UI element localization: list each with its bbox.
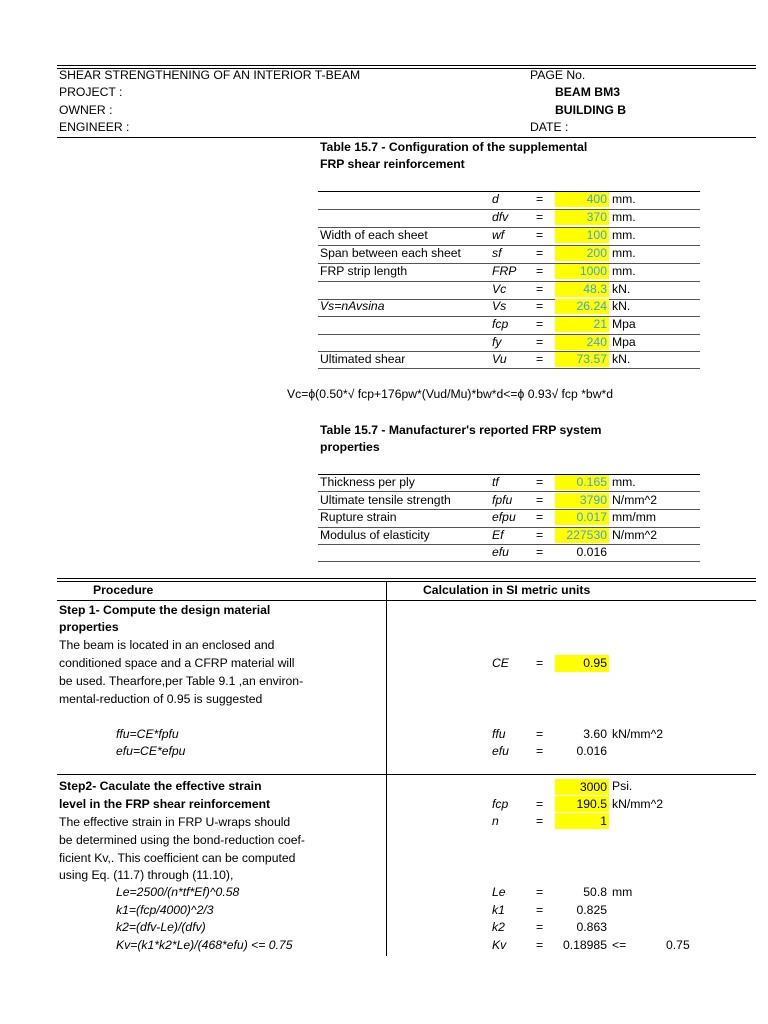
row-desc: Ultimate tensile strength bbox=[320, 493, 451, 507]
row-desc: Width of each sheet bbox=[320, 228, 428, 242]
n-symbol: n bbox=[492, 814, 499, 828]
result-equals: = bbox=[536, 885, 544, 899]
n-value: 1 bbox=[555, 813, 609, 829]
engineer-label: ENGINEER : bbox=[59, 120, 130, 134]
row-symbol: tf bbox=[492, 475, 499, 489]
procedure-top-rule-2 bbox=[57, 581, 756, 582]
table1-top-rule bbox=[318, 191, 700, 192]
procedure-divider bbox=[386, 581, 387, 956]
row-symbol: efu bbox=[492, 545, 509, 559]
procedure-top-rule bbox=[57, 578, 756, 579]
result-symbol: ffu bbox=[492, 727, 506, 741]
row-rule bbox=[318, 334, 700, 335]
step1-text-line: be used. Thearfore,per Table 9.1 ,an environ- bbox=[59, 674, 304, 688]
result-symbol: Kv bbox=[492, 938, 507, 952]
procedure-header-rule bbox=[57, 600, 756, 601]
result-equals: = bbox=[536, 920, 544, 934]
row-equals: = bbox=[536, 493, 544, 507]
result-symbol: k2 bbox=[492, 920, 505, 934]
step1-text-line: mental-reduction of 0.95 is suggested bbox=[59, 692, 263, 706]
result-value: 0.863 bbox=[576, 920, 607, 934]
row-symbol: efpu bbox=[492, 510, 516, 524]
row-rule bbox=[318, 544, 700, 545]
result-equals: = bbox=[536, 938, 544, 952]
procedure-header: Procedure bbox=[93, 583, 154, 597]
table2-title-line1: Table 15.7 - Manufacturer's reported FRP system bbox=[320, 423, 602, 437]
calculation-header: Calculation in SI metric units bbox=[423, 583, 591, 597]
result-symbol: Le bbox=[492, 885, 506, 899]
result-unit: <= bbox=[612, 938, 627, 952]
step2-text-line: The effective strain in FRP U-wraps should bbox=[59, 815, 291, 829]
row-unit: kN. bbox=[612, 299, 631, 313]
row-equals: = bbox=[536, 335, 544, 349]
step2-title-line1: Step2- Caculate the effective strain bbox=[59, 779, 262, 793]
result-value: 0.016 bbox=[576, 744, 607, 758]
row-equals: = bbox=[536, 192, 544, 206]
row-value: 3790 bbox=[555, 493, 609, 508]
result-unit: kN/mm^2 bbox=[612, 727, 664, 741]
table1-title-line2: FRP shear reinforcement bbox=[320, 157, 465, 171]
result-value: 3.60 bbox=[583, 727, 607, 741]
row-unit: kN. bbox=[612, 352, 631, 366]
row-unit: kN. bbox=[612, 282, 631, 296]
row-desc: Thickness per ply bbox=[320, 475, 415, 489]
step1-title-line1: Step 1- Compute the design material bbox=[59, 603, 271, 617]
psi-value: 3000 bbox=[555, 779, 609, 795]
row-equals: = bbox=[536, 299, 544, 313]
vc-formula: Vc=ϕ(0.50*√ fcp+176pw*(Vud/Mu)*bw*d<=ϕ 0.93√ fcp *bw*d bbox=[287, 387, 614, 401]
step2-text-line: using Eq. (11.7) through (11.10), bbox=[59, 868, 234, 882]
header-top-rule bbox=[57, 65, 756, 66]
row-equals: = bbox=[536, 282, 544, 296]
row-value: 0.017 bbox=[555, 510, 609, 525]
row-equals: = bbox=[536, 264, 544, 278]
result-unit: mm bbox=[612, 885, 633, 899]
row-rule bbox=[318, 281, 700, 282]
row-unit: Mpa bbox=[612, 335, 636, 349]
kv-limit: 0.75 bbox=[666, 938, 690, 952]
fcp-symbol: fcp bbox=[492, 797, 509, 811]
row-symbol: sf bbox=[492, 246, 502, 260]
row-rule bbox=[318, 368, 700, 369]
row-value: 0.016 bbox=[576, 545, 607, 559]
ce-symbol: CE bbox=[492, 656, 509, 670]
row-equals: = bbox=[536, 228, 544, 242]
n-equals: = bbox=[536, 814, 544, 828]
row-desc: Vs=nAvsina bbox=[320, 299, 385, 313]
result-symbol: efu bbox=[492, 744, 509, 758]
step1-formula: efu=CE*efpu bbox=[116, 744, 186, 758]
row-symbol: fy bbox=[492, 335, 502, 349]
sheet-title: SHEAR STRENGTHENING OF AN INTERIOR T-BEAM bbox=[59, 68, 361, 82]
row-value: 21 bbox=[555, 317, 609, 332]
result-equals: = bbox=[536, 727, 544, 741]
row-value: 48.3 bbox=[555, 282, 609, 297]
row-unit: N/mm^2 bbox=[612, 528, 657, 542]
row-equals: = bbox=[536, 528, 544, 542]
step1-text-line: conditioned space and a CFRP material will bbox=[59, 656, 295, 670]
row-value: 227530 bbox=[555, 528, 609, 543]
row-value: 1000 bbox=[555, 264, 609, 279]
row-value: 240 bbox=[555, 335, 609, 350]
date-label: DATE : bbox=[530, 120, 569, 134]
step-divider-rule bbox=[57, 774, 756, 775]
step2-formula: Le=2500/(n*tf*Ef)^0.58 bbox=[116, 885, 240, 899]
row-unit: mm. bbox=[612, 228, 636, 242]
row-symbol: d bbox=[492, 192, 499, 206]
row-symbol: Vc bbox=[492, 282, 507, 296]
row-desc: Modulus of elasticity bbox=[320, 528, 430, 542]
row-unit: mm/mm bbox=[612, 510, 656, 524]
project-value: BEAM BM3 bbox=[555, 85, 621, 99]
row-equals: = bbox=[536, 475, 544, 489]
row-desc: FRP strip length bbox=[320, 264, 408, 278]
row-value: 26.24 bbox=[555, 299, 609, 314]
result-symbol: k1 bbox=[492, 903, 505, 917]
psi-unit: Psi. bbox=[612, 779, 633, 793]
table1-title-line1: Table 15.7 - Configuration of the supplemental bbox=[320, 140, 588, 154]
step1-formula: ffu=CE*fpfu bbox=[116, 727, 179, 741]
owner-label: OWNER : bbox=[59, 103, 113, 117]
row-desc: Ultimated shear bbox=[320, 352, 406, 366]
page-label: PAGE No. bbox=[530, 68, 586, 82]
row-value: 200 bbox=[555, 246, 609, 261]
result-equals: = bbox=[536, 744, 544, 758]
step1-text-line: The beam is located in an enclosed and bbox=[59, 638, 275, 652]
step2-text-line: ficient Kv,. This coefficient can be computed bbox=[59, 851, 296, 865]
row-rule bbox=[318, 561, 700, 562]
row-symbol: Vu bbox=[492, 352, 507, 366]
row-symbol: Ef bbox=[492, 528, 504, 542]
row-symbol: fpfu bbox=[492, 493, 513, 507]
header-bottom-rule bbox=[57, 137, 756, 138]
row-rule bbox=[318, 209, 700, 210]
row-equals: = bbox=[536, 545, 544, 559]
row-unit: mm. bbox=[612, 246, 636, 260]
result-value: 0.825 bbox=[576, 903, 607, 917]
step2-formula: k1=(fcp/4000)^2/3 bbox=[116, 903, 214, 917]
row-unit: mm. bbox=[612, 475, 636, 489]
row-equals: = bbox=[536, 317, 544, 331]
row-value: 370 bbox=[555, 210, 609, 225]
row-symbol: FRP bbox=[492, 264, 517, 278]
result-equals: = bbox=[536, 903, 544, 917]
row-equals: = bbox=[536, 246, 544, 260]
row-symbol: wf bbox=[492, 228, 505, 242]
step2-title-line2: level in the FRP shear reinforcement bbox=[59, 797, 271, 811]
step2-formula: Kv=(k1*k2*Le)/(468*efu) <= 0.75 bbox=[116, 938, 293, 952]
project-label: PROJECT : bbox=[59, 85, 123, 99]
row-desc: Rupture strain bbox=[320, 510, 397, 524]
row-equals: = bbox=[536, 510, 544, 524]
row-symbol: dfv bbox=[492, 210, 509, 224]
row-equals: = bbox=[536, 352, 544, 366]
fcp-equals: = bbox=[536, 797, 544, 811]
row-desc: Span between each sheet bbox=[320, 246, 461, 260]
result-value: 0.18985 bbox=[562, 938, 607, 952]
step2-text-line: be determined using the bond-reduction coef- bbox=[59, 833, 305, 847]
row-equals: = bbox=[536, 210, 544, 224]
row-unit: mm. bbox=[612, 192, 636, 206]
step2-formula: k2=(dfv-Le)/(dfv) bbox=[116, 920, 206, 934]
fcp-value: 190.5 bbox=[555, 796, 609, 812]
step1-title-line2: properties bbox=[59, 620, 119, 634]
row-unit: mm. bbox=[612, 210, 636, 224]
row-symbol: Vs bbox=[492, 299, 507, 313]
row-unit: N/mm^2 bbox=[612, 493, 657, 507]
row-rule bbox=[318, 316, 700, 317]
row-value: 73.57 bbox=[555, 352, 609, 367]
row-value: 400 bbox=[555, 192, 609, 207]
owner-value: BUILDING B bbox=[555, 103, 627, 117]
row-unit: mm. bbox=[612, 264, 636, 278]
table2-title-line2: properties bbox=[320, 440, 380, 454]
row-value: 0.165 bbox=[555, 475, 609, 490]
result-value: 50.8 bbox=[583, 885, 607, 899]
row-value: 100 bbox=[555, 228, 609, 243]
fcp-unit: kN/mm^2 bbox=[612, 797, 664, 811]
ce-value: 0.95 bbox=[555, 655, 609, 672]
ce-equals: = bbox=[536, 656, 544, 670]
row-unit: Mpa bbox=[612, 317, 636, 331]
row-symbol: fcp bbox=[492, 317, 509, 331]
row-rule bbox=[318, 491, 700, 492]
